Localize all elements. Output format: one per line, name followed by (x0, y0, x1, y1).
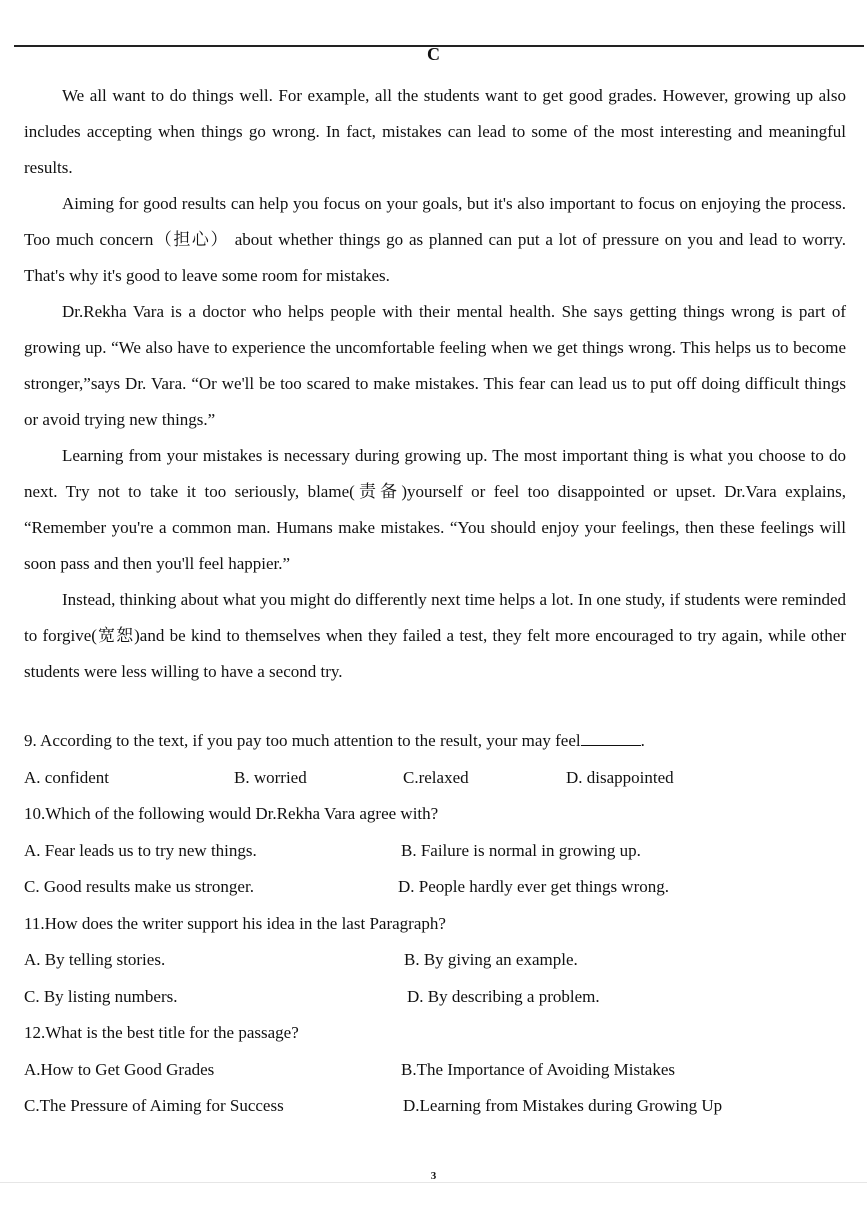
question-12-options-row1 (24, 1052, 846, 1089)
question-12-stem: 12.What is the best title for the passage? (24, 1023, 299, 1042)
option-a: A. By telling stories. (24, 950, 166, 969)
option-b: B.The Importance of Avoiding Mistakes (401, 1059, 675, 1079)
answer-blank (581, 731, 641, 746)
section-label: C (427, 44, 440, 64)
option-b: B. worried (234, 767, 307, 787)
question-11-stem: 11.How does the writer support his idea in the last Paragraph? (24, 913, 446, 933)
passage-paragraph: Dr.Rekha Vara is a doctor who helps people with their mental health. She says getting things wrong is part of growing up. “We also have to experience the uncomfortable feeling when we get things wrong. This helps us to become stronger,”says Dr. Vara. “Or we'll be too scared to make mistakes. This fear can lead us to put off doing difficult things or avoid trying new things.” (24, 302, 846, 429)
option-b: B. Failure is normal in growing up. (401, 840, 641, 860)
passage-paragraph: We all want to do things well. For example, all the students want to get good grades. However, growing up also includes accepting when things go wrong. In fact, mistakes can lead to some of the most interesting and meaningful results. (24, 86, 846, 177)
option-a: A. Fear leads us to try new things. (24, 840, 257, 860)
option-d: D.Learning from Mistakes during Growing Up (403, 1096, 723, 1115)
question-12-options-row2 (24, 1088, 846, 1125)
page-number: 3 (430, 1170, 437, 1182)
passage-paragraph: Learning from your mistakes is necessary during growing up. The most important thing is what you choose to do next. Try not to take it too seriously, blame(责备)yourself or feel too disappointed or upset. Dr.Vara explains, “Remember you're a common man. Humans make mistakes. “You should enjoy your feelings, then these feelings will soon pass and then you'll feel happier.” (24, 446, 846, 573)
option-b: B. By giving an example. (404, 950, 578, 969)
question-11-options-row1 (24, 942, 846, 979)
option-d: D. By describing a problem. (407, 986, 600, 1006)
question-10-options-row1 (24, 833, 846, 870)
option-c: C.The Pressure of Aiming for Success (24, 1096, 284, 1115)
bottom-rule (0, 1182, 867, 1183)
option-d: D. People hardly ever get things wrong. (398, 877, 669, 896)
question-10-options-row2 (24, 869, 846, 906)
option-a: A.How to Get Good Grades (24, 1059, 215, 1079)
option-a: A. confident (24, 767, 109, 787)
question-list (24, 723, 846, 1125)
option-c: C.relaxed (403, 767, 469, 787)
option-d: D. disappointed (566, 767, 674, 787)
passage-paragraph: Instead, thinking about what you might do differently next time helps a lot. In one study, if students were reminded to forgive(宽恕)and be kind to themselves when they failed a test, they felt more encouraged to try again, while other students were less willing to have a second try. (24, 590, 846, 681)
question-11-options-row2 (24, 979, 846, 1016)
question-9-options (24, 760, 846, 797)
option-c: C. Good results make us stronger. (24, 877, 254, 896)
question-10-stem: 10.Which of the following would Dr.Rekha Vara agree with? (24, 804, 439, 823)
reading-passage (24, 78, 846, 690)
option-c: C. By listing numbers. (24, 986, 178, 1006)
question-9-stem: 9. According to the text, if you pay too much attention to the result, your may feel . (24, 731, 645, 750)
passage-paragraph: Aiming for good results can help you focus on your goals, but it's also important to focus on enjoying the process. Too much concern（担心） about whether things go as planned can put a lot of pressure on you and lead to worry. That's why it's good to leave some room for mistakes. (24, 194, 846, 285)
